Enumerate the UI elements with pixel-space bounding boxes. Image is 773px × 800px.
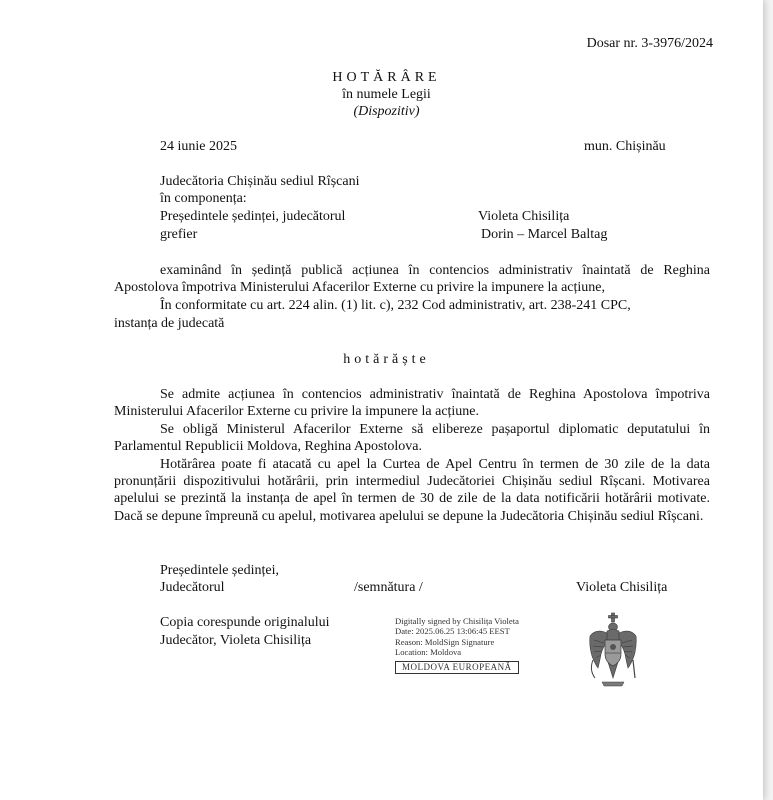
instance-label: instanța de judecată: [114, 316, 225, 331]
digital-signature-date: Date: 2025.06.25 13:06:45 EEST: [395, 626, 510, 637]
moldova-coat-of-arms-icon: [586, 612, 640, 701]
decision-date: 24 iunie 2025: [160, 139, 237, 154]
president-name: Violeta Chisilița: [478, 209, 570, 224]
document-subtitle: în numele Legii: [342, 87, 431, 102]
composition-label: în componența:: [160, 191, 247, 206]
digital-signature-signer: Digitally signed by Chisilița Violeta: [395, 616, 519, 626]
digital-signature-reason: Reason: MoldSign Signature: [395, 636, 495, 647]
decision-paragraph-2: Se obligă Ministerul Afacerilor Externe să elibereze pașaportul diplomatic deputatului în Parlamentul Republicii Moldova, Reghina Apostolova.: [114, 422, 710, 455]
case-number: Dosar nr. 3-3976/2024: [586, 36, 713, 51]
digital-signature-location: Location: Moldova: [395, 647, 462, 658]
clerk-name: Dorin – Marcel Baltag: [481, 227, 608, 242]
decision-paragraph-1: Se admite acțiunea în contencios administrativ înaintată de Reghina Apostolova împotriva Ministerului Afacerilor Externe cu privire la impunere la acțiune.: [114, 387, 710, 420]
copy-judge: Judecător, Violeta Chisilița: [160, 633, 312, 648]
intro-paragraph: examinând în ședință publică acțiunea în contencios administrativ înaintată de Reghina Apostolova împotriva Ministerului Afacerilor Externe cu privire la impunere la acțiune,: [114, 263, 710, 296]
decision-paragraph-3: Hotărârea poate fi atacată cu apel la Curtea de Apel Centru în termen de 30 zile de la data pronunțării dispozitivului hotărârii, prin intermediul Judecătoriei Chișinău sediul Rîșcani. Motivarea apelului se prezintă la instanța de apel în termen de 30 de zile de la data notificării hotărârii motivate. Dacă se depune împreună cu apelul, motivarea apelului se depune la Judecătoria Chișinău sediul Rîșcani.: [114, 457, 710, 524]
document-note: (Dispozitiv): [353, 104, 420, 119]
signature-president-label: Președintele ședinței,: [160, 563, 279, 578]
signature-judge-label: Judecătorul: [160, 580, 225, 595]
president-label: Președintele ședinței, judecătorul: [160, 209, 346, 224]
document-title: HOTĂRÂRE: [332, 70, 441, 85]
decision-place: mun. Chișinău: [584, 139, 666, 154]
digital-signature-block: [395, 616, 519, 674]
decides-heading: hotărăște: [343, 352, 430, 367]
clerk-label: grefier: [160, 227, 198, 242]
legal-basis-paragraph: În conformitate cu art. 224 alin. (1) lit. c), 232 Cod administrativ, art. 238-241 CPC,: [160, 298, 631, 313]
signature-text: /semnătura /: [354, 580, 423, 595]
signature-judge-name: Violeta Chisilița: [576, 580, 668, 595]
digital-signature-mark: MOLDOVA EUROPEANĂ: [395, 661, 519, 674]
court-name: Judecătoria Chișinău sediul Rîșcani: [160, 174, 360, 189]
copy-statement: Copia corespunde originalului: [160, 615, 330, 630]
